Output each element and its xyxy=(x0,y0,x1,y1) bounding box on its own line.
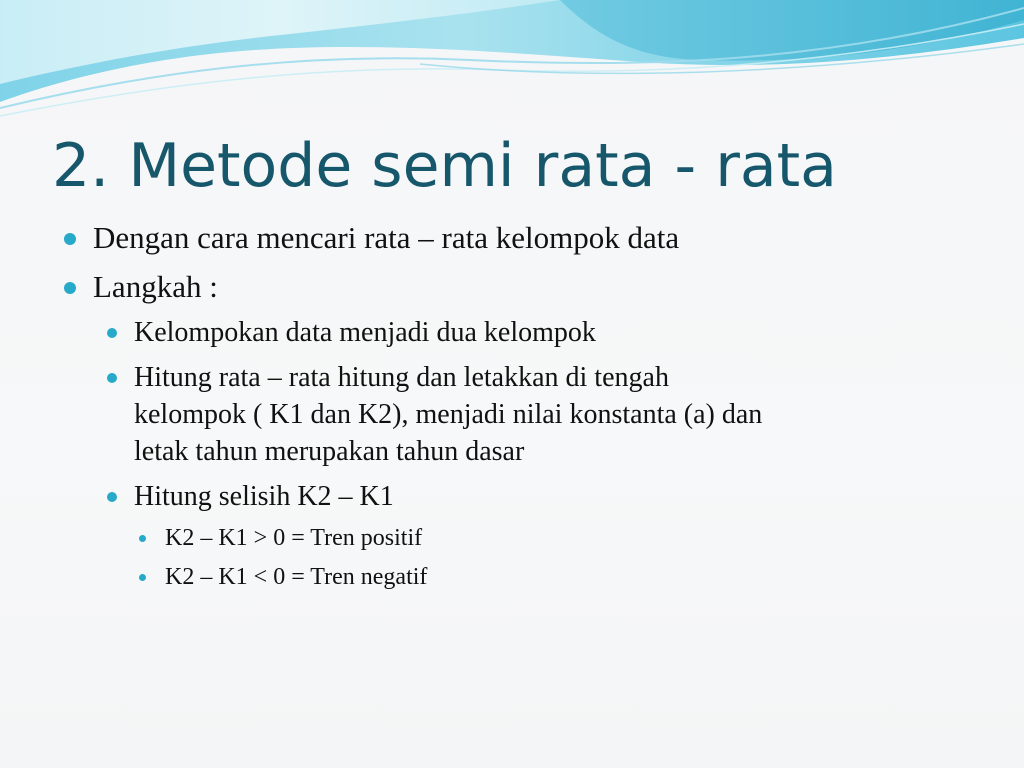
bullet-text: Dengan cara mencari rata – rata kelompok data xyxy=(93,220,680,255)
sub-sub-bullet-item xyxy=(165,522,422,554)
bullet-text-line: letak tahun merupakan tahun dasar xyxy=(134,436,525,467)
bullet-dot-icon xyxy=(107,373,117,383)
bullet-dot-icon xyxy=(107,492,117,502)
bullet-item xyxy=(93,268,218,306)
bullet-text: Langkah : xyxy=(93,269,218,304)
sub-sub-bullet-item xyxy=(165,561,427,593)
bullet-dot-icon xyxy=(64,282,76,294)
bullet-text: K2 – K1 > 0 = Tren positif xyxy=(165,525,423,551)
bullet-item xyxy=(93,219,679,257)
slide-title: 2. Metode semi rata - rata xyxy=(52,131,837,201)
sub-bullet-item xyxy=(134,478,394,515)
bullet-text: Hitung selisih K2 – K1 xyxy=(134,481,394,512)
bullet-dot-icon xyxy=(107,328,117,338)
bullet-text: Kelompokan data menjadi dua kelompok xyxy=(134,317,596,348)
sub-bullet-item xyxy=(134,314,596,351)
bullet-dot-icon xyxy=(64,233,76,245)
bullet-dot-icon xyxy=(139,535,146,542)
bullet-text-line: Hitung rata – rata hitung dan letakkan di tengah xyxy=(134,362,669,393)
sub-bullet-item xyxy=(134,359,762,470)
bullet-dot-icon xyxy=(139,574,146,581)
bullet-text: K2 – K1 < 0 = Tren negatif xyxy=(165,564,428,590)
bullet-text-line: kelompok ( K1 dan K2), menjadi nilai konstanta (a) dan xyxy=(134,399,763,430)
